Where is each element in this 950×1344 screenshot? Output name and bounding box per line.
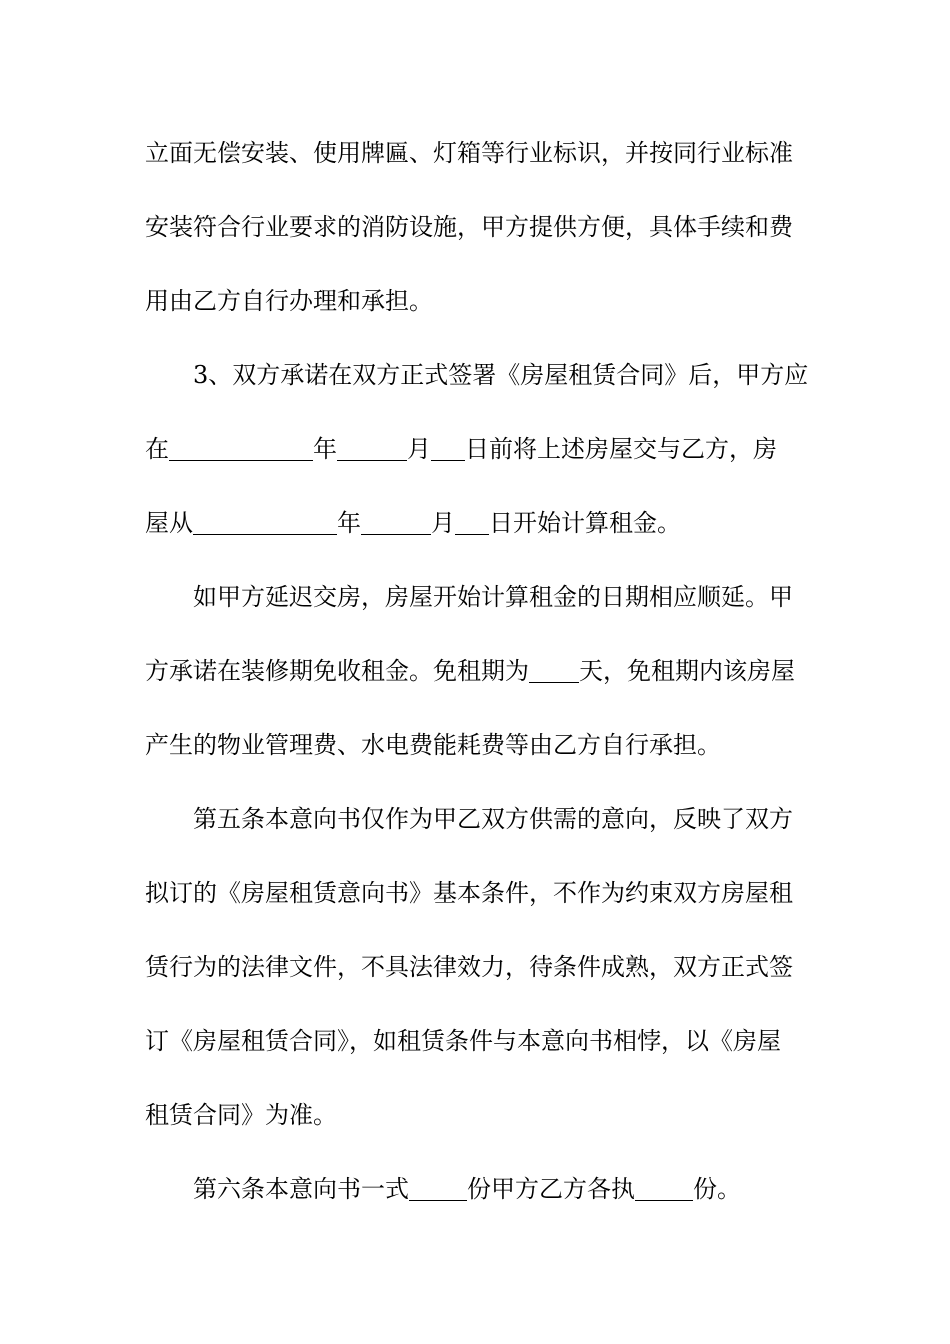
text-line (145, 274, 810, 348)
text: 第五条本意向书仅作为甲乙双方供需的意向，反映了双方 (193, 805, 793, 833)
text: 用由乙方自行办理和承担。 (145, 287, 433, 315)
blank-days (529, 652, 579, 683)
text-line (145, 570, 810, 644)
text: 安装符合行业要求的消防设施，甲方提供方便，具体手续和费 (145, 213, 793, 241)
blank-year (169, 430, 313, 461)
text: 天，免租期内该房屋 (579, 657, 795, 685)
text: 年 (313, 435, 337, 463)
blank-day (455, 504, 489, 535)
text-line (145, 644, 810, 718)
text-line (145, 422, 810, 496)
text: 方承诺在装修期免收租金。免租期为 (145, 657, 529, 685)
document-body (145, 126, 810, 1236)
text: 年 (337, 509, 361, 537)
text: 立面无偿安装、使用牌匾、灯箱等行业标识，并按同行业标准 (145, 139, 793, 167)
text-line (145, 940, 810, 1014)
text: 拟订的《房屋租赁意向书》基本条件，不作为约束双方房屋租 (145, 879, 793, 907)
text: 第六条本意向书一式 (193, 1175, 409, 1203)
blank-copies-total (409, 1170, 467, 1201)
text: 3、双方承诺在双方正式签署《房屋租赁合同》后，甲方应 (193, 361, 809, 389)
text: 产生的物业管理费、水电费能耗费等由乙方自行承担。 (145, 731, 721, 759)
text: 赁行为的法律文件，不具法律效力，待条件成熟，双方正式签 (145, 953, 793, 981)
text: 份。 (693, 1175, 741, 1203)
text: 份甲方乙方各执 (467, 1175, 635, 1203)
text-line (145, 1014, 810, 1088)
text-line (145, 718, 810, 792)
text: 租赁合同》为准。 (145, 1101, 337, 1129)
text: 屋从 (145, 509, 193, 537)
blank-month (361, 504, 431, 535)
text-line (145, 1088, 810, 1162)
text-line (145, 496, 810, 570)
text: 在 (145, 435, 169, 463)
text: 订《房屋租赁合同》，如租赁条件与本意向书相悖，以《房屋 (145, 1027, 781, 1055)
text-line (145, 866, 810, 940)
blank-month (337, 430, 407, 461)
text-line (145, 200, 810, 274)
blank-day (431, 430, 465, 461)
text-line (145, 792, 810, 866)
text: 月 (431, 509, 455, 537)
text-line (145, 348, 810, 422)
text-line (145, 1162, 810, 1236)
blank-copies-each (635, 1170, 693, 1201)
text: 日开始计算租金。 (489, 509, 681, 537)
text: 月 (407, 435, 431, 463)
text-line (145, 126, 810, 200)
text: 日前将上述房屋交与乙方，房 (465, 435, 777, 463)
blank-year (193, 504, 337, 535)
text: 如甲方延迟交房，房屋开始计算租金的日期相应顺延。甲 (193, 583, 793, 611)
